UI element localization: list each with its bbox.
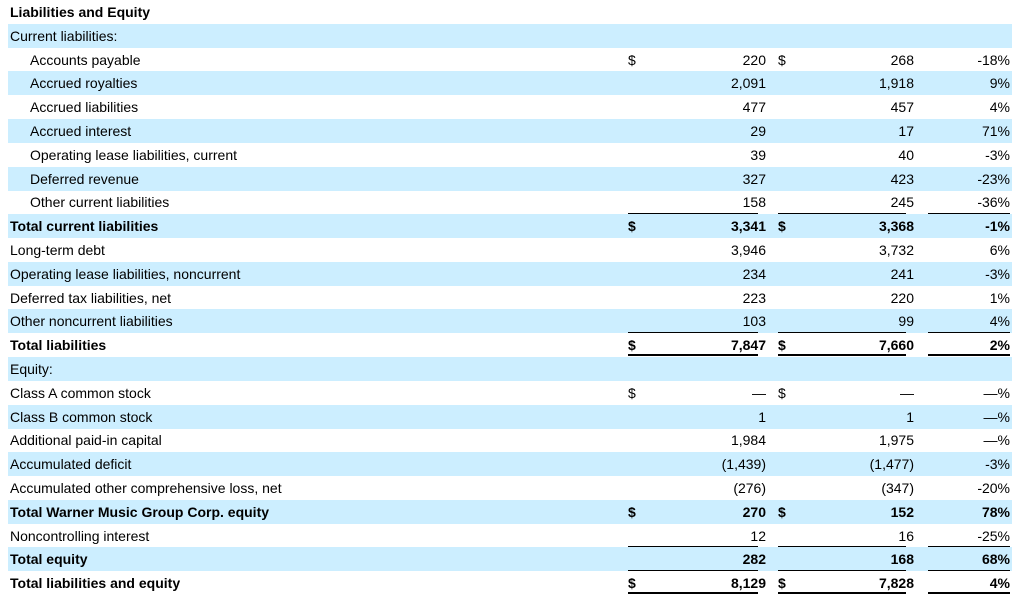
table-row	[8, 357, 1012, 381]
currency-2021	[628, 286, 644, 310]
currency-2020	[778, 286, 794, 310]
value-2021: 7,847	[730, 337, 766, 354]
row-label: Total liabilities	[10, 337, 107, 354]
double-rule	[778, 592, 906, 594]
percent-change: 78%	[981, 503, 1010, 520]
value-2020	[798, 357, 914, 381]
value-2020: 17	[898, 123, 914, 139]
row-label: Other current liabilities	[30, 194, 170, 211]
single-rule	[628, 213, 758, 214]
value-2020	[798, 24, 914, 48]
single-rule	[778, 332, 906, 333]
currency-2020: $	[778, 51, 786, 68]
currency-2020	[778, 24, 794, 48]
value-2021: (1,439)	[721, 456, 766, 473]
currency-2020	[778, 190, 794, 214]
percent-change: 71%	[981, 123, 1010, 139]
double-rule	[628, 354, 758, 356]
currency-2021	[628, 24, 644, 48]
value-2020: 241	[890, 265, 914, 282]
value-2020: 99	[898, 313, 914, 330]
table-row	[8, 238, 1012, 262]
row-label: Operating lease liabilities, noncurrent	[10, 265, 241, 282]
value-2021	[648, 357, 766, 381]
table-row	[8, 405, 1012, 429]
currency-2021	[628, 309, 644, 333]
table-row	[8, 0, 1012, 24]
single-rule	[928, 570, 1010, 571]
table-row	[8, 524, 1012, 548]
value-2020: 1	[906, 408, 914, 425]
currency-2021	[628, 405, 644, 429]
row-label: Accrued liabilities	[30, 99, 139, 116]
table-row	[8, 500, 1012, 524]
currency-2021: $	[628, 218, 636, 235]
row-label: Total Warner Music Group Corp. equity	[10, 503, 270, 520]
row-label: Accrued royalties	[30, 75, 138, 92]
currency-2020	[778, 238, 794, 262]
value-2021: 3,341	[730, 218, 766, 235]
table-row	[8, 24, 1012, 48]
row-label: Other noncurrent liabilities	[10, 313, 173, 330]
value-2020: 40	[898, 146, 914, 163]
value-2021: 103	[742, 313, 766, 330]
currency-2021	[628, 0, 644, 24]
currency-2020	[778, 95, 794, 119]
value-2020: —	[900, 384, 914, 401]
row-label: Operating lease liabilities, current	[30, 146, 237, 163]
value-2020	[798, 0, 914, 24]
percent-change: -3%	[985, 265, 1010, 282]
currency-2021: $	[628, 575, 636, 592]
table-row	[8, 71, 1012, 95]
currency-2020: $	[778, 384, 786, 401]
percent-change: 1%	[989, 289, 1010, 306]
value-2021: 1	[758, 408, 766, 425]
row-label: Long-term debt	[10, 242, 105, 258]
table-row	[8, 309, 1012, 333]
value-2021: (276)	[733, 480, 766, 496]
row-label: Current liabilities:	[10, 27, 118, 44]
table-row	[8, 547, 1012, 571]
currency-2020	[778, 428, 794, 452]
value-2020: 220	[890, 289, 914, 306]
value-2020: 268	[890, 51, 914, 68]
currency-2020	[778, 71, 794, 95]
percent-change: 6%	[989, 242, 1010, 258]
value-2021: 158	[742, 194, 766, 211]
percent-change: 4%	[989, 313, 1010, 330]
single-rule	[628, 546, 758, 547]
percent-change: -18%	[977, 51, 1010, 68]
table-row	[8, 428, 1012, 452]
currency-2020: $	[778, 218, 786, 235]
currency-2021	[628, 143, 644, 167]
currency-2020	[778, 357, 794, 381]
percent-change: -3%	[985, 146, 1010, 163]
currency-2021: $	[628, 337, 636, 354]
table-row	[8, 214, 1012, 238]
currency-2020	[778, 524, 794, 548]
row-label: Liabilities and Equity	[10, 4, 151, 20]
percent-change	[928, 0, 1010, 24]
value-2020: 7,660	[878, 337, 914, 354]
row-label: Deferred revenue	[30, 170, 139, 187]
row-label: Equity:	[10, 361, 53, 377]
value-2021: 29	[750, 123, 766, 139]
currency-2021: $	[628, 51, 636, 68]
value-2020: (1,477)	[869, 456, 914, 473]
table-row	[8, 143, 1012, 167]
percent-change: -20%	[977, 480, 1010, 496]
row-label: Accumulated deficit	[10, 456, 132, 473]
currency-2020	[778, 262, 794, 286]
percent-change: 4%	[989, 99, 1010, 116]
single-rule	[628, 570, 758, 571]
table-row	[8, 381, 1012, 405]
single-rule	[778, 546, 906, 547]
percent-change: 9%	[989, 75, 1010, 92]
double-rule	[778, 354, 906, 356]
currency-2020	[778, 167, 794, 191]
table-row	[8, 452, 1012, 476]
row-label: Class B common stock	[10, 408, 153, 425]
table-row	[8, 476, 1012, 500]
percent-change: -36%	[977, 194, 1010, 211]
table-row	[8, 95, 1012, 119]
value-2021: 234	[742, 265, 766, 282]
percent-change: -25%	[977, 527, 1010, 544]
table-row	[8, 262, 1012, 286]
currency-2021	[628, 476, 644, 500]
value-2021: 2,091	[730, 75, 766, 92]
currency-2021	[628, 238, 644, 262]
row-label: Total liabilities and equity	[10, 575, 181, 592]
value-2021: 223	[742, 289, 766, 306]
value-2021: 477	[742, 99, 766, 116]
value-2020: 16	[898, 527, 914, 544]
double-rule	[928, 354, 1010, 356]
currency-2020	[778, 0, 794, 24]
single-rule	[928, 213, 1010, 214]
value-2021: 270	[742, 503, 766, 520]
currency-2021	[628, 262, 644, 286]
percent-change: 2%	[989, 337, 1010, 354]
currency-2021	[628, 357, 644, 381]
row-label: Total equity	[10, 551, 88, 568]
value-2020: 168	[890, 551, 914, 568]
row-label: Accounts payable	[30, 51, 141, 68]
single-rule	[928, 546, 1010, 547]
percent-change: —%	[983, 408, 1010, 425]
row-label: Class A common stock	[10, 384, 151, 401]
currency-2021	[628, 547, 644, 571]
value-2020: 3,732	[878, 242, 914, 258]
value-2021	[648, 24, 766, 48]
row-label: Accumulated other comprehensive loss, net	[10, 480, 282, 496]
row-label: Additional paid-in capital	[10, 432, 162, 449]
double-rule	[928, 592, 1010, 594]
value-2020: 1,975	[878, 432, 914, 449]
value-2021: 1,984	[730, 432, 766, 449]
percent-change: -1%	[985, 218, 1010, 235]
currency-2021: $	[628, 503, 636, 520]
single-rule	[778, 213, 906, 214]
currency-2021: $	[628, 384, 636, 401]
currency-2020	[778, 476, 794, 500]
percent-change	[928, 357, 1010, 381]
currency-2021	[628, 119, 644, 143]
single-rule	[928, 332, 1010, 333]
value-2021	[648, 0, 766, 24]
currency-2021	[628, 428, 644, 452]
value-2021: 327	[742, 170, 766, 187]
row-label: Noncontrolling interest	[10, 527, 150, 544]
currency-2020	[778, 547, 794, 571]
single-rule	[628, 332, 758, 333]
double-rule	[628, 592, 758, 594]
table-row	[8, 286, 1012, 310]
currency-2021	[628, 524, 644, 548]
value-2020: 245	[890, 194, 914, 211]
percent-change: —%	[983, 384, 1010, 401]
row-label: Deferred tax liabilities, net	[10, 289, 172, 306]
currency-2021	[628, 452, 644, 476]
percent-change: 68%	[981, 551, 1010, 568]
value-2021: 8,129	[730, 575, 766, 592]
row-label: Total current liabilities	[10, 218, 159, 235]
value-2020: (347)	[881, 480, 914, 496]
currency-2021	[628, 167, 644, 191]
table-row	[8, 48, 1012, 72]
value-2021: 12	[750, 527, 766, 544]
table-row	[8, 119, 1012, 143]
value-2020: 1,918	[878, 75, 914, 92]
row-label: Accrued interest	[30, 123, 132, 139]
percent-change: 4%	[989, 575, 1010, 592]
table-row	[8, 167, 1012, 191]
percent-change	[928, 24, 1010, 48]
currency-2020: $	[778, 575, 786, 592]
currency-2020	[778, 405, 794, 429]
currency-2021	[628, 190, 644, 214]
value-2021: 220	[742, 51, 766, 68]
currency-2021	[628, 71, 644, 95]
percent-change: -3%	[985, 456, 1010, 473]
currency-2020: $	[778, 337, 786, 354]
currency-2020: $	[778, 503, 786, 520]
currency-2020	[778, 119, 794, 143]
value-2021: 282	[742, 551, 766, 568]
currency-2020	[778, 452, 794, 476]
currency-2020	[778, 143, 794, 167]
value-2021: —	[752, 384, 766, 401]
currency-2020	[778, 309, 794, 333]
value-2020: 152	[890, 503, 914, 520]
value-2021: 39	[750, 146, 766, 163]
value-2020: 457	[890, 99, 914, 116]
value-2020: 3,368	[878, 218, 914, 235]
currency-2021	[628, 95, 644, 119]
percent-change: —%	[983, 432, 1010, 449]
table-row	[8, 190, 1012, 214]
single-rule	[778, 570, 906, 571]
value-2021: 3,946	[730, 242, 766, 258]
value-2020: 423	[890, 170, 914, 187]
percent-change: -23%	[977, 170, 1010, 187]
value-2020: 7,828	[878, 575, 914, 592]
